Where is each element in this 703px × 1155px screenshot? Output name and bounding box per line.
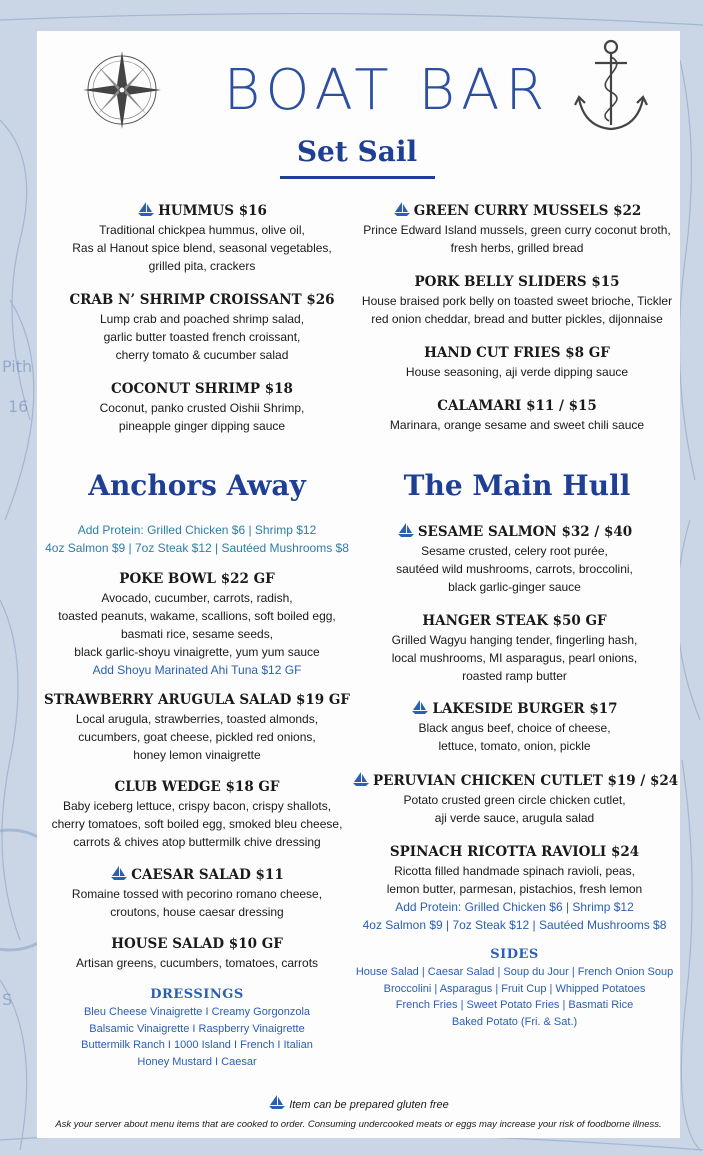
item-name: PERUVIAN CHICKEN CUTLET $19 / $24 bbox=[373, 773, 679, 789]
item-addon: Add Protein: Grilled Chicken $6 | Shrimp $12 bbox=[395, 900, 634, 914]
item-name: CAESAR SALAD $11 bbox=[131, 867, 284, 883]
sailboat-icon bbox=[393, 201, 411, 217]
menu-item bbox=[352, 843, 677, 934]
item-description: House seasoning, aji verde dipping sauce bbox=[405, 365, 629, 379]
item-addon: 4oz Salmon $9 | 7oz Steak $12 | Sautéed Mushrooms $8 bbox=[362, 918, 667, 932]
item-name: POKE BOWL $22 GF bbox=[119, 571, 275, 587]
menu-item bbox=[42, 935, 352, 972]
item-name: CRAB N’ SHRIMP CROISSANT $26 bbox=[69, 292, 335, 308]
item-description: Sesame crusted, celery root purée, sautéed wild mushrooms, carrots, broccolini, black garlic-ginger sauce bbox=[396, 544, 633, 594]
section-heading-main-hull: The Main Hull bbox=[403, 469, 631, 502]
protein-note: Add Protein: Grilled Chicken $6 | Shrimp $12 4oz Salmon $9 | 7oz Steak $12 | Sautéed Mushrooms $8 bbox=[45, 523, 349, 555]
item-description: Ricotta filled handmade spinach ravioli, peas, lemon butter, parmesan, pistachios, fresh lemon Add Protein: Grilled Chicken $6 | Shrimp $12 4oz Salmon $9 | 7oz Steak $12 | Sautéed Mushrooms $8 bbox=[352, 862, 677, 934]
menu-item bbox=[42, 691, 352, 764]
item-name: HAND CUT FRIES $8 GF bbox=[424, 345, 610, 361]
item-name: CLUB WEDGE $18 GF bbox=[114, 779, 280, 795]
svg-text:S: S bbox=[2, 990, 13, 1009]
sides-heading: SIDES bbox=[490, 947, 539, 962]
food-safety-disclaimer: Ask your server about menu items that are cooked to order. Consuming undercooked meats or eggs may increase your risk of foodborne illness. bbox=[55, 1119, 662, 1130]
item-name: COCONUT SHRIMP $18 bbox=[111, 381, 293, 397]
item-description: Coconut, panko crusted Oishii Shrimp, pineapple ginger dipping sauce bbox=[99, 401, 305, 433]
item-name: SPINACH RICOTTA RAVIOLI $24 bbox=[389, 844, 640, 860]
anchor-icon bbox=[571, 37, 651, 137]
gluten-free-legend bbox=[37, 1094, 680, 1111]
sailboat-icon bbox=[110, 865, 128, 881]
item-name: LAKESIDE BURGER $17 bbox=[432, 701, 618, 717]
menu-item bbox=[42, 570, 352, 679]
section-heading-set-sail: Set Sail bbox=[296, 135, 418, 168]
set-sail-right-column bbox=[357, 201, 677, 434]
dressings-list: Bleu Cheese Vinaigrette I Creamy Gorgonzola Balsamic Vinaigrette I Raspberry Vinaigrette Buttermilk Ranch I 1000 Island I French I Italian Honey Mustard I Caesar bbox=[81, 1006, 313, 1068]
menu-item bbox=[357, 344, 677, 381]
item-name: STRAWBERRY ARUGULA SALAD $19 GF bbox=[43, 692, 351, 708]
item-name: GREEN CURRY MUSSELS $22 bbox=[413, 203, 642, 219]
svg-text:16: 16 bbox=[8, 397, 29, 416]
dressings-block bbox=[42, 986, 352, 1070]
sides-block bbox=[352, 946, 677, 1030]
menu-item bbox=[42, 778, 352, 851]
item-name: SESAME SALMON $32 / $40 bbox=[417, 524, 633, 540]
sailboat-icon bbox=[137, 201, 155, 217]
item-name: HOUSE SALAD $10 GF bbox=[111, 936, 283, 952]
section-heading-anchors-away: Anchors Away bbox=[88, 469, 306, 502]
sailboat-icon bbox=[268, 1094, 286, 1110]
menu-item bbox=[352, 699, 677, 755]
section-underline bbox=[280, 176, 435, 179]
menu-item bbox=[352, 771, 677, 827]
menu-item bbox=[47, 380, 357, 435]
item-description: Traditional chickpea hummus, olive oil, Ras al Hanout spice blend, seasonal vegetables, grilled pita, crackers bbox=[72, 223, 332, 273]
menu-card bbox=[37, 31, 680, 1138]
main-hull-column bbox=[352, 522, 677, 1030]
item-description: Baby iceberg lettuce, crispy bacon, crispy shallots, cherry tomatoes, soft boiled egg, smoked bleu cheese, carrots & chives atop buttermilk chive dressing bbox=[51, 799, 343, 849]
item-name: PORK BELLY SLIDERS $15 bbox=[414, 274, 620, 290]
item-name: HUMMUS $16 bbox=[158, 203, 267, 219]
sailboat-icon bbox=[397, 522, 415, 538]
menu-item bbox=[357, 201, 677, 257]
menu-item bbox=[352, 612, 677, 685]
sides-list: House Salad | Caesar Salad | Soup du Jour | French Onion Soup Broccolini | Asparagus | Fruit Cup | Whipped Potatoes French Fries | Sweet Potato Fries | Basmati Rice Baked Potato (Fri. & Sat.) bbox=[355, 966, 674, 1028]
item-description: Potato crusted green circle chicken cutlet, aji verde sauce, arugula salad bbox=[403, 793, 626, 825]
compass-rose-icon bbox=[77, 45, 167, 135]
item-description: Local arugula, strawberries, toasted almonds, cucumbers, goat cheese, pickled red onions, honey lemon vinaigrette bbox=[75, 712, 319, 762]
legend-text: Item can be prepared gluten free bbox=[289, 1099, 449, 1111]
menu-item bbox=[47, 201, 357, 275]
menu-item bbox=[357, 273, 677, 328]
menu-item bbox=[357, 397, 677, 434]
menu-item bbox=[352, 522, 677, 596]
item-description: Romaine tossed with pecorino romano cheese, croutons, house caesar dressing bbox=[71, 887, 323, 919]
item-description: Lump crab and poached shrimp salad, garlic butter toasted french croissant, cherry tomato & cucumber salad bbox=[99, 312, 305, 362]
svg-text:Pith: Pith bbox=[2, 357, 33, 376]
anchors-away-column bbox=[42, 521, 352, 1070]
menu-item bbox=[47, 291, 357, 364]
item-name: CALAMARI $11 / $15 bbox=[437, 398, 597, 414]
item-description: Marinara, orange sesame and sweet chili sauce bbox=[389, 418, 645, 432]
sailboat-icon bbox=[411, 699, 429, 715]
item-description: Avocado, cucumber, carrots, radish, toasted peanuts, wakame, scallions, soft boiled egg, basmati rice, sesame seeds, black garlic-shoyu vinaigrette, yum yum sauce Add Shoyu Marinated Ahi Tuna $12 GF bbox=[42, 589, 352, 679]
item-description: Grilled Wagyu hanging tender, fingerling hash, local mushrooms, MI asparagus, pearl onions, roasted ramp butter bbox=[391, 633, 638, 683]
item-description: Black angus beef, choice of cheese, lettuce, tomato, onion, pickle bbox=[418, 721, 611, 753]
item-description: Prince Edward Island mussels, green curry coconut broth, fresh herbs, grilled bread bbox=[363, 223, 671, 255]
item-name: HANGER STEAK $50 GF bbox=[422, 613, 607, 629]
menu-item bbox=[42, 865, 352, 921]
item-addon: Add Shoyu Marinated Ahi Tuna $12 GF bbox=[92, 663, 302, 677]
item-description: House braised pork belly on toasted sweet brioche, Tickler red onion cheddar, bread and butter pickles, dijonnaise bbox=[361, 294, 673, 326]
sailboat-icon bbox=[352, 771, 370, 787]
set-sail-left-column bbox=[47, 201, 357, 435]
item-description: Artisan greens, cucumbers, tomatoes, carrots bbox=[75, 956, 319, 970]
page-title: BOAT BAR bbox=[223, 58, 551, 123]
dressings-heading: DRESSINGS bbox=[150, 987, 244, 1002]
